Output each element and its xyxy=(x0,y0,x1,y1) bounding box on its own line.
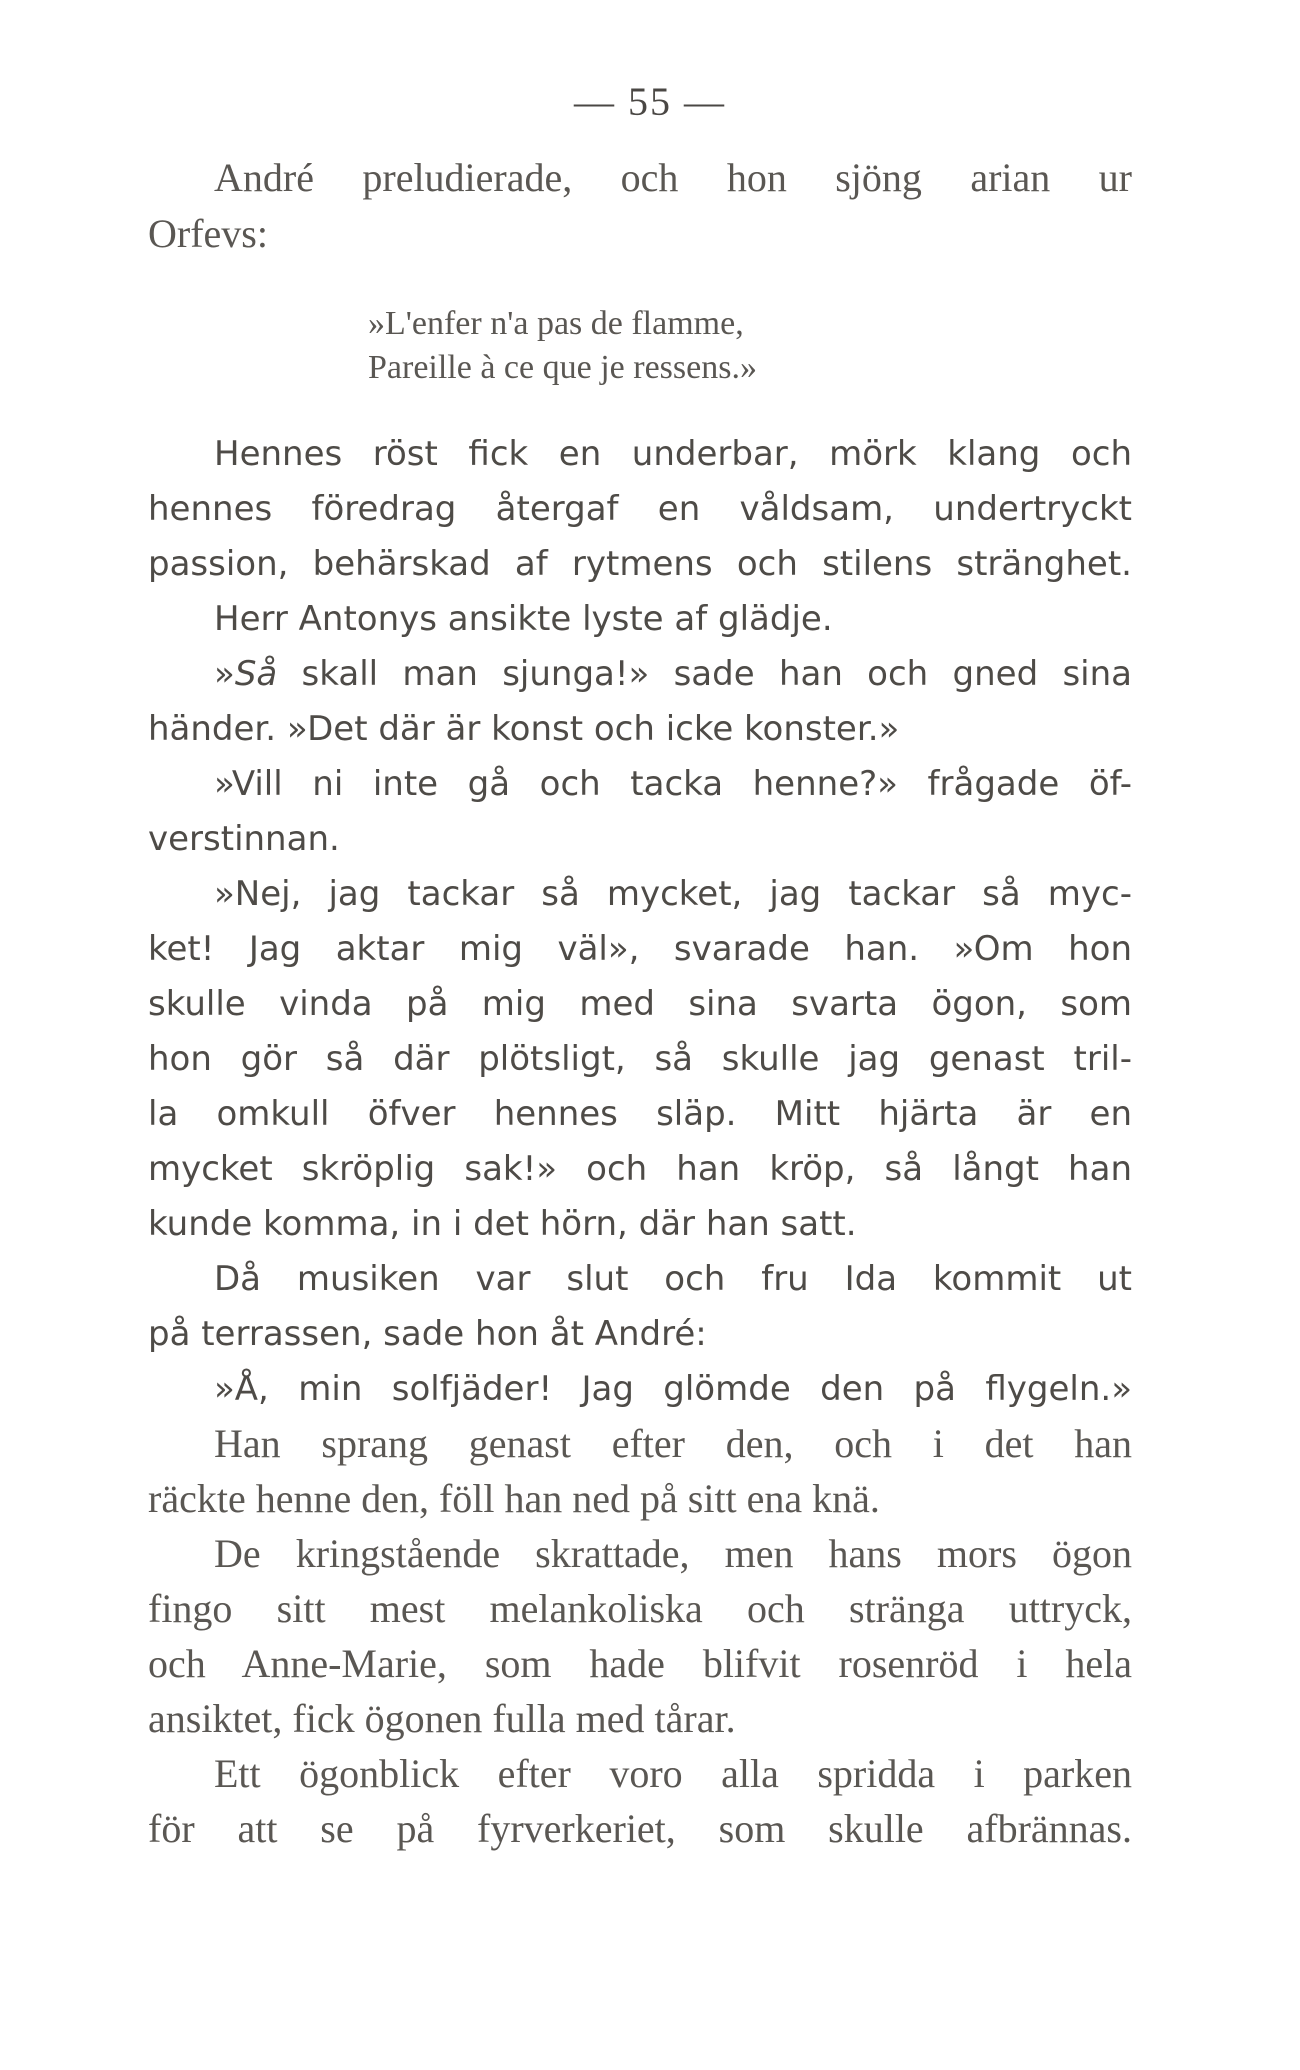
text-line: Ett ögonblick efter voro alla spridda i parken xyxy=(214,1751,1132,1796)
text-line: passion, behärskad af rytmens och stilens stränghet. xyxy=(148,544,1132,584)
text-line: »Så skall man sjunga!» sade han och gned sina xyxy=(214,654,1133,694)
text-line: »Vill ni inte gå och tacka henne?» frågade öf- xyxy=(214,764,1132,804)
italic-word: Så xyxy=(234,654,278,694)
text-line: hon gör så där plötsligt, så skulle jag genast tril- xyxy=(148,1039,1132,1079)
verse-line: Pareille à ce que je ressens.» xyxy=(368,349,757,386)
text-line: för att se på fyrverkeriet, som skulle afbrännas. xyxy=(148,1806,1132,1851)
text-line: mycket skröplig sak!» och han kröp, så långt han xyxy=(148,1149,1132,1189)
text-line: kunde komma, in i det hörn, där han satt. xyxy=(148,1204,857,1244)
text-line: Herr Antonys ansikte lyste af glädje. xyxy=(214,599,833,639)
text-span: skall man sjunga!» sade han och gned sina xyxy=(301,654,1133,694)
text-line: räckte henne den, föll han ned på sitt ena knä. xyxy=(148,1476,880,1521)
verse-line: »L'enfer n'a pas de flamme, xyxy=(368,305,744,342)
text-line: och Anne-Marie, som hade blifvit rosenröd i hela xyxy=(148,1641,1132,1686)
text-line: skulle vinda på mig med sina svarta ögon, som xyxy=(148,984,1132,1024)
text-line: »Å, min solfjäder! Jag glömde den på flygeln.» xyxy=(214,1369,1132,1409)
text-line: verstinnan. xyxy=(148,819,340,859)
text-line: på terrassen, sade hon åt André: xyxy=(148,1314,707,1354)
text-line: händer. »Det där är konst och icke konster.» xyxy=(148,709,900,749)
text-line: Orfevs: xyxy=(148,211,268,256)
text-line: ket! Jag aktar mig väl», svarade han. »Om hon xyxy=(148,929,1132,969)
text-line: André preludierade, och hon sjöng arian ur xyxy=(214,155,1132,200)
text-line: la omkull öfver hennes släp. Mitt hjärta är en xyxy=(148,1094,1132,1134)
text-line: »Nej, jag tackar så mycket, jag tackar så myc- xyxy=(214,874,1132,914)
text-line: fingo sitt mest melankoliska och stränga uttryck, xyxy=(148,1586,1132,1631)
text-line: hennes föredrag återgaf en våldsam, undertryckt xyxy=(148,489,1132,529)
page-number: — 55 — xyxy=(574,79,726,124)
text-line: Hennes röst fick en underbar, mörk klang och xyxy=(214,434,1132,474)
text-line: ansiktet, fick ögonen fulla med tårar. xyxy=(148,1696,736,1741)
text-line: Han sprang genast efter den, och i det han xyxy=(214,1421,1132,1466)
text-line: Då musiken var slut och fru Ida kommit ut xyxy=(214,1259,1132,1299)
text-line: De kringstående skrattade, men hans mors ögon xyxy=(214,1531,1132,1576)
